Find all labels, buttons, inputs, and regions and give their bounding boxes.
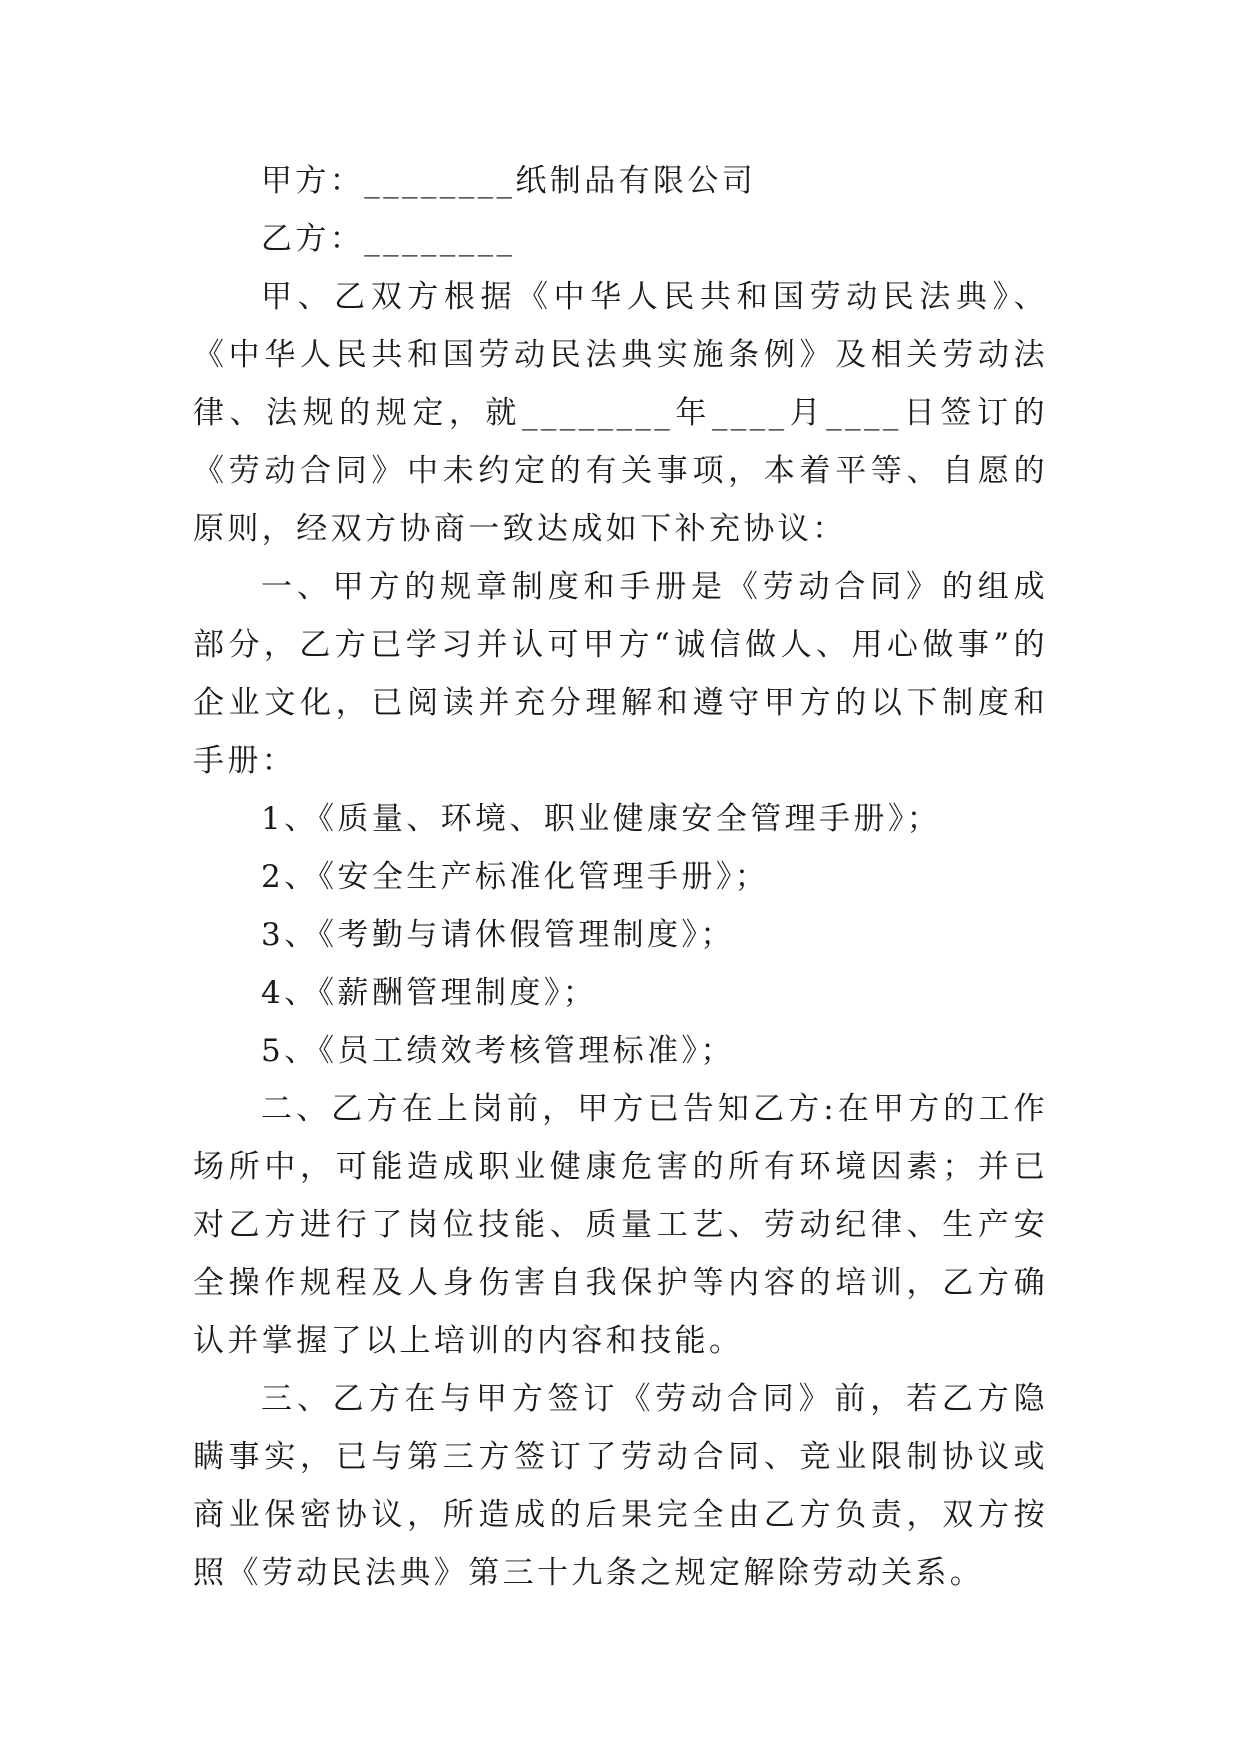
list-item: 1、《质量、环境、职业健康安全管理手册》； [261, 801, 942, 837]
list-item: 3、《考勤与请休假管理制度》； [261, 917, 735, 953]
document-body [193, 152, 1048, 1602]
party-b-line: 乙方：________ [261, 221, 516, 257]
list-item: 4、《薪酬管理制度》； [261, 975, 598, 1011]
list-item: 5、《员工绩效考核管理标准》； [261, 1033, 735, 1069]
party-a-line: 甲方：________纸制品有限公司 [261, 163, 757, 199]
intro-paragraph: 甲、乙双方根据《中华人民共和国劳动民法典》、《中华人民共和国劳动民法典实施条例》及相关劳动法律、法规的规定，就________年____月____日签订的《劳动合同》中未约定的有关事项，本着平等、自愿的原则，经双方协商一致达成如下补充协议： [193, 279, 1048, 547]
clause-2-paragraph: 二、乙方在上岗前，甲方已告知乙方:在甲方的工作场所中，可能造成职业健康危害的所有环境因素；并已对乙方进行了岗位技能、质量工艺、劳动纪律、生产安全操作规程及人身伤害自我保护等内容的培训，乙方确认并掌握了以上培训的内容和技能。 [193, 1091, 1048, 1359]
clause-3-paragraph: 三、乙方在与甲方签订《劳动合同》前，若乙方隐瞒事实，已与第三方签订了劳动合同、竞业限制协议或商业保密协议，所造成的后果完全由乙方负责，双方按照《劳动民法典》第三十九条之规定解除劳动关系。 [193, 1381, 1048, 1591]
list-item: 2、《安全生产标准化管理手册》； [261, 859, 770, 895]
clause-1-paragraph: 一、甲方的规章制度和手册是《劳动合同》的组成部分，乙方已学习并认可甲方“诚信做人、用心做事”的企业文化，已阅读并充分理解和遵守甲方的以下制度和手册： [193, 569, 1048, 779]
